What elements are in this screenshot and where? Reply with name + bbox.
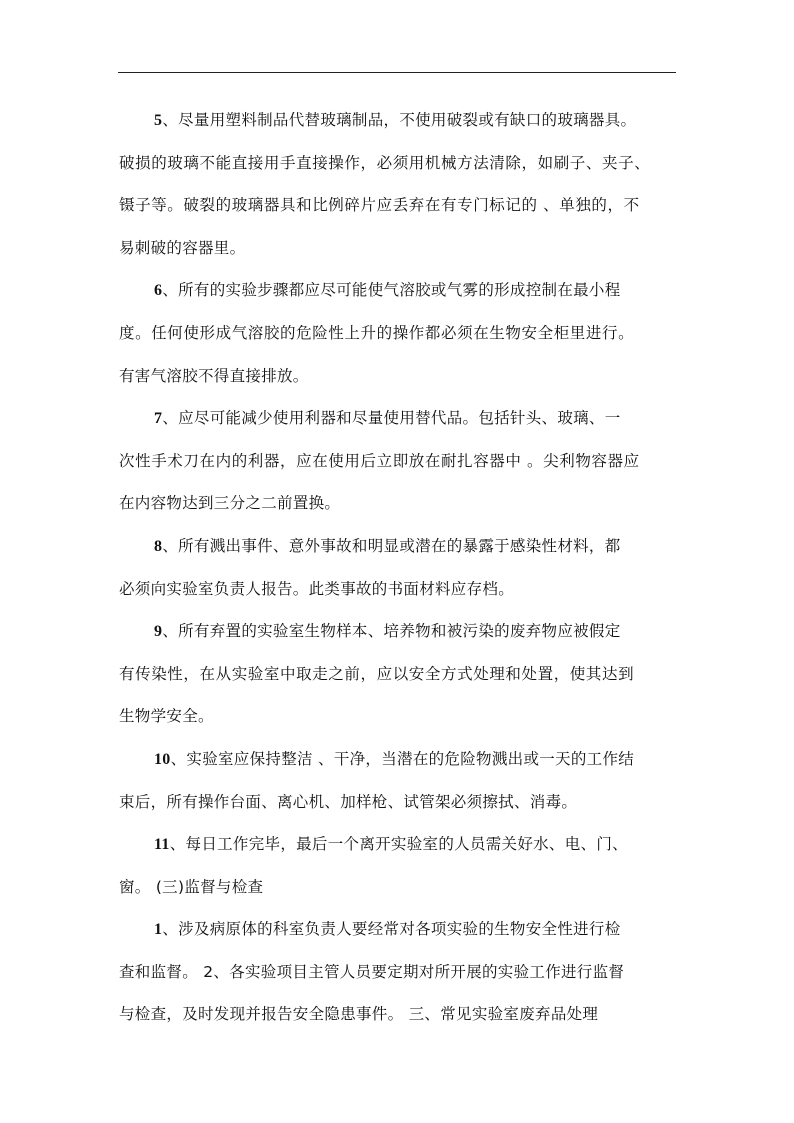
text-line <box>119 653 689 696</box>
line-text: 生物学安全。 <box>119 707 214 726</box>
item-number: 5 <box>154 112 163 129</box>
line-text: 窗。 (三)监督与检查 <box>119 877 264 896</box>
line-text: 、所有弃置的实验室生物样本、培养物和被污染的废弃物应被假定 <box>162 622 621 641</box>
text-line <box>119 142 689 185</box>
line-text: 、所有溅出事件、意外事故和明显或潜在的暴露于感染性材料，都 <box>162 536 621 555</box>
text-line <box>119 99 689 142</box>
text-line <box>119 525 689 568</box>
text-line <box>119 695 689 738</box>
text-line <box>119 738 689 781</box>
text-line <box>119 355 689 398</box>
line-text: 、所有的实验步骤都应尽可能使气溶胶或气雾的形成控制在最小程 <box>162 281 621 300</box>
line-text: 镊子等。破裂的玻璃器具和比例碎片应丢弃在有专门标记的 、单独的，不 <box>119 196 640 215</box>
line-text: 有传染性，在从实验室中取走之前，应以安全方式处理和处置，使其达到 <box>119 664 635 683</box>
text-line <box>119 866 689 909</box>
text-line <box>119 312 689 355</box>
header-rule <box>118 72 676 73</box>
line-text: 束后，所有操作台面、离心机、加样枪、试管架必须擦拭、消毒。 <box>119 792 578 811</box>
text-line <box>119 993 689 1036</box>
text-line <box>119 440 689 483</box>
item-number: 1 <box>154 921 163 939</box>
item-number: 7 <box>154 410 163 428</box>
text-line <box>119 482 689 525</box>
line-text: 、尽量用塑料制品代替玻璃制品，不使用破裂或有缺口的玻璃器具。 <box>162 111 637 129</box>
item-number: 10 <box>154 750 171 768</box>
line-text: 有害气溶胶不得直接排放。 <box>119 366 309 385</box>
text-line <box>119 397 689 440</box>
text-line <box>119 908 689 951</box>
item-number: 6 <box>154 282 163 300</box>
text-line <box>119 823 689 866</box>
text-line <box>119 269 689 312</box>
document-body <box>119 99 689 1036</box>
line-text: 、每日工作完毕，最后一个离开实验室的人员需关好水、电、门、 <box>169 835 628 854</box>
text-line <box>119 568 689 611</box>
item-number: 11 <box>154 836 170 854</box>
line-text: 、应尽可能减少使用利器和尽量使用替代品。包括针头、玻璃、一 <box>162 409 621 428</box>
text-line <box>119 184 689 227</box>
line-text: 在内容物达到三分之二前置换。 <box>119 494 341 513</box>
line-text: 破损的玻璃不能直接用手直接操作，必须用机械方法清除，如刷子、夹子、 <box>119 153 651 172</box>
line-text: 查和监督。 2、各实验项目主管人员要定期对所开展的实验工作进行监督 <box>119 962 625 981</box>
line-text: 度。任何使形成气溶胶的危险性上升的操作都必须在生物安全柜里进行。 <box>119 323 635 342</box>
line-text: 与检查，及时发现并报告安全隐患事件。 三、常见实验室废弃品处理 <box>119 1005 599 1024</box>
item-number: 9 <box>154 623 163 641</box>
text-line <box>119 951 689 994</box>
line-text: 次性手术刀在内的利器，应在使用后立即放在耐扎容器中 。尖利物容器应 <box>119 451 640 470</box>
line-text: 易刺破的容器里。 <box>119 238 246 257</box>
line-text: 、涉及病原体的科室负责人要经常对各项实验的生物安全性进行检 <box>162 920 621 939</box>
text-line <box>119 781 689 824</box>
line-text: 、实验室应保持整洁 、干净，当潜在的危险物溅出或一天的工作结 <box>170 749 635 768</box>
line-text: 必须向实验室负责人报告。此类事故的书面材料应存档。 <box>119 579 515 598</box>
text-line <box>119 610 689 653</box>
text-line <box>119 227 689 270</box>
item-number: 8 <box>154 537 163 555</box>
